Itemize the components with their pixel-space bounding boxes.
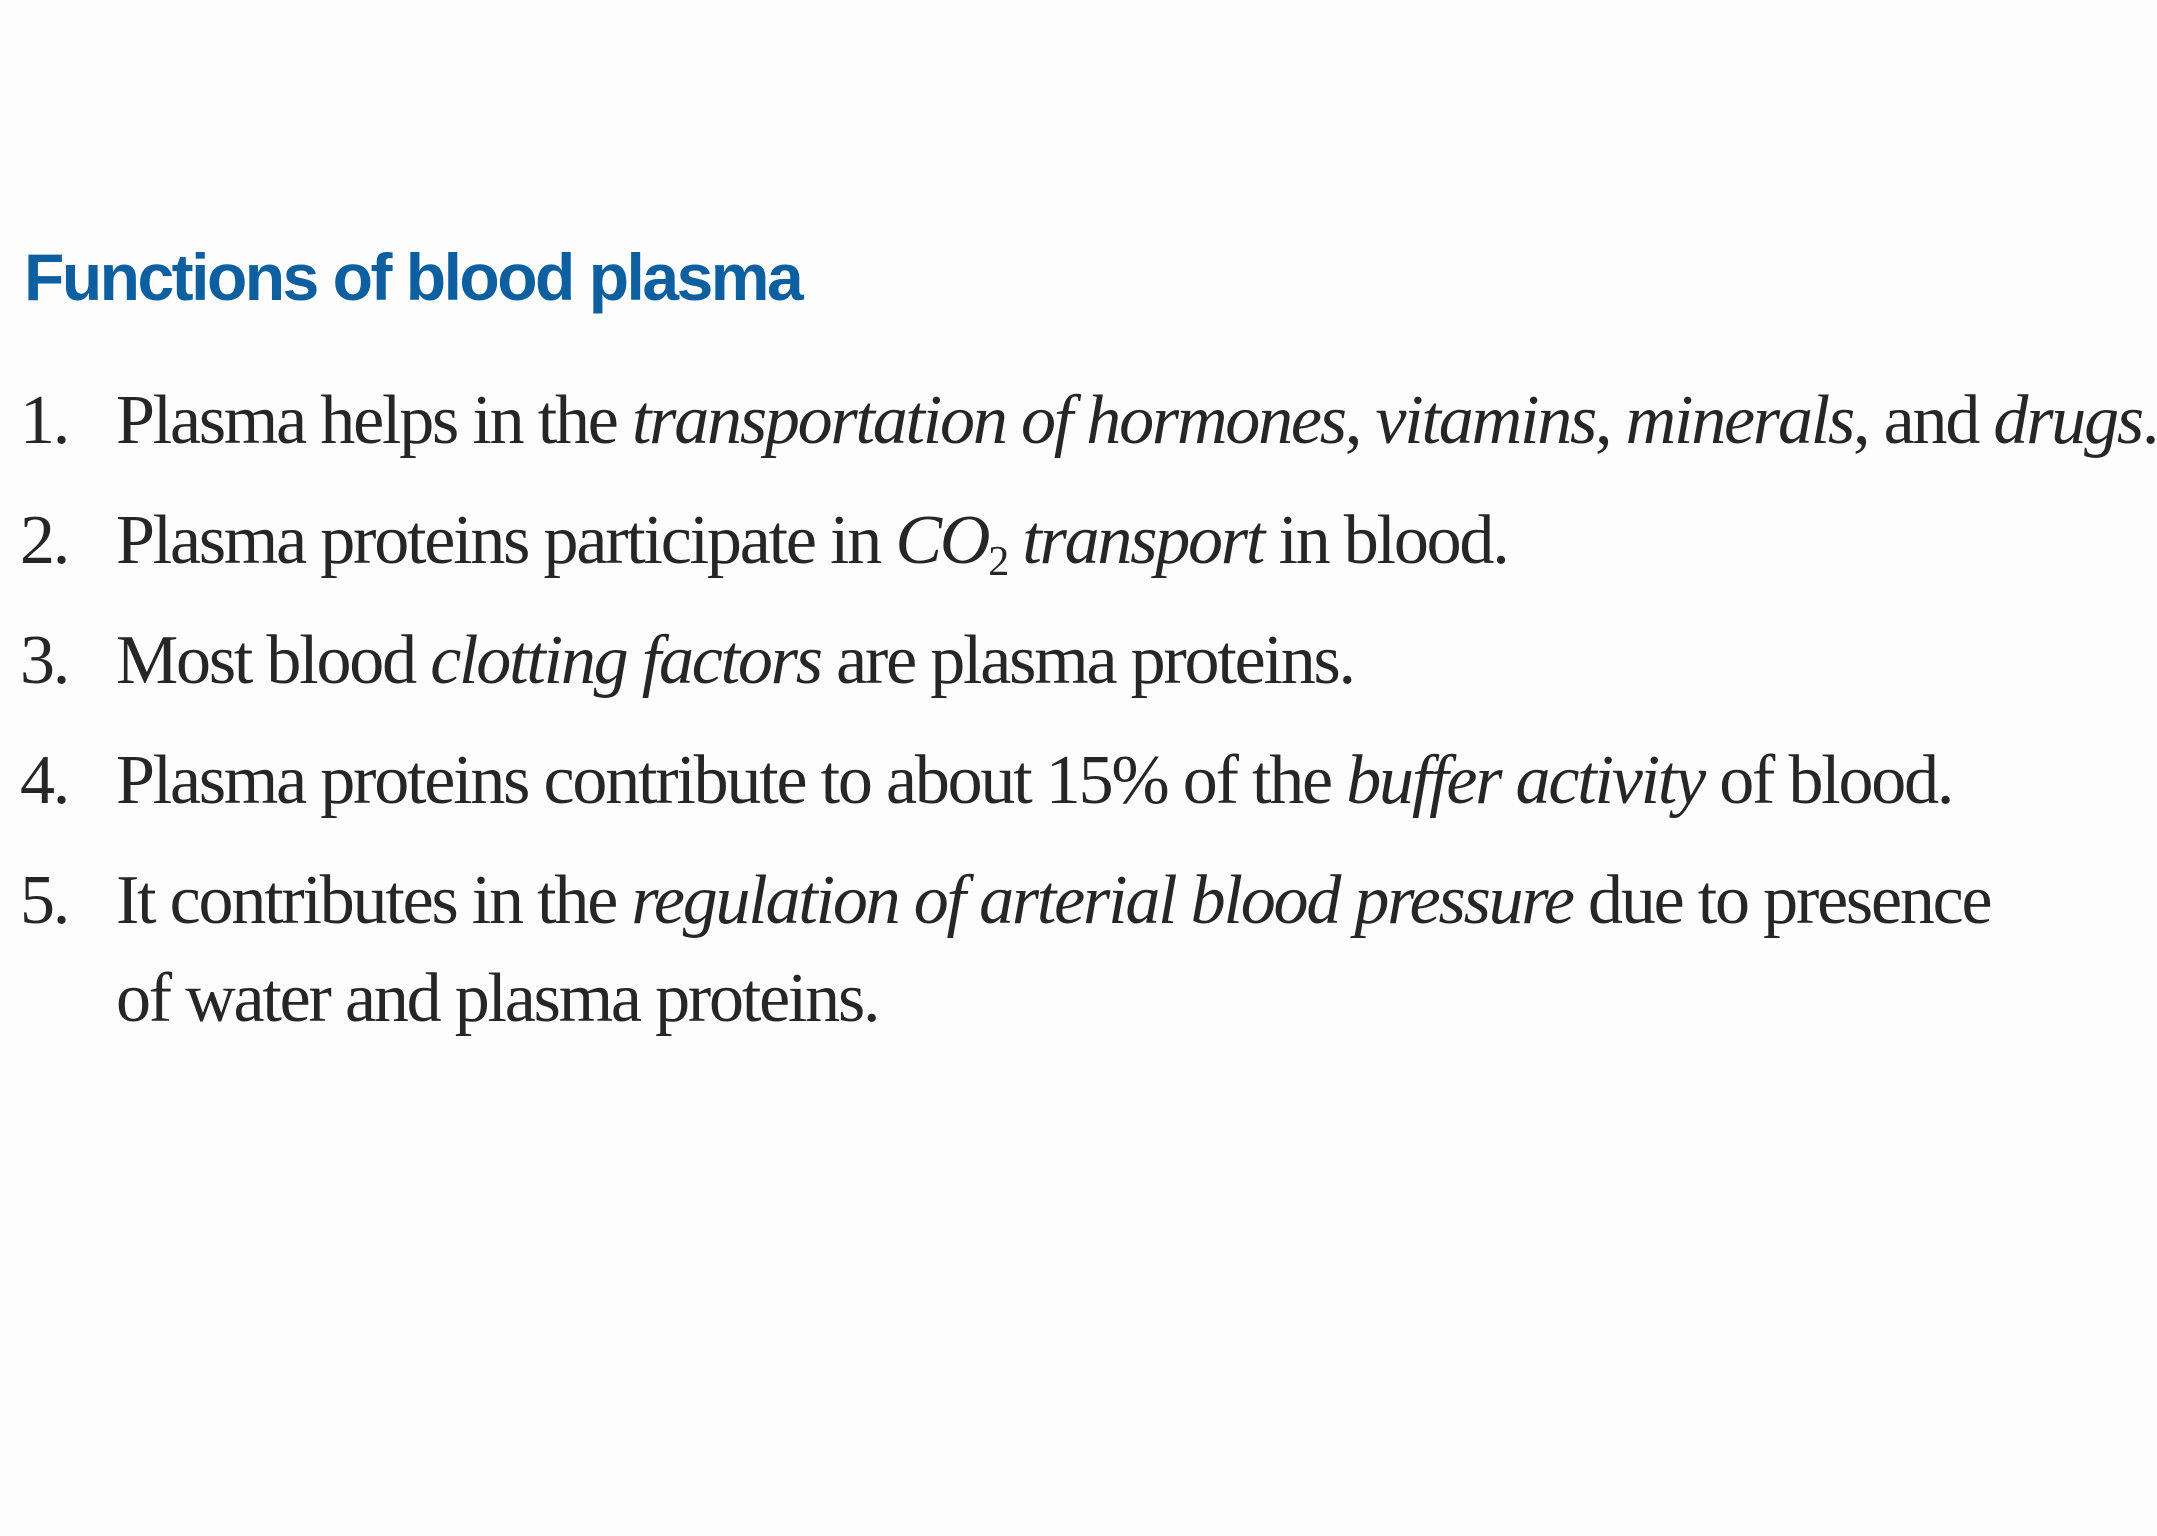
list-item-1 [20,372,2157,470]
item-number: 3. [20,622,69,699]
item-number: 4. [20,742,69,819]
item-text: Plasma helps in the transportation of hormones, vitamins, minerals, and drugs. [116,382,2157,459]
item-text: Most blood clotting factors are plasma proteins. [116,622,1354,699]
item-text: It contributes in the regulation of arterial blood pressure due to presence of water and plasma proteins. [116,862,1991,1037]
item-text: Plasma proteins participate in $CO_2$ transport in blood. [116,502,1508,585]
item-number: 2. [20,502,69,579]
list-item-5 [20,852,2048,1048]
list-item-3 [20,612,2048,710]
page-title: Functions of blood plasma [24,240,802,314]
list-item-4 [20,732,2048,830]
item-number: 5. [20,862,69,939]
list-item-2 [20,492,2048,590]
item-number: 1. [20,382,69,459]
functions-list [20,372,2157,1070]
item-text: Plasma proteins contribute to about 15% of the buffer activity of blood. [116,742,1953,819]
